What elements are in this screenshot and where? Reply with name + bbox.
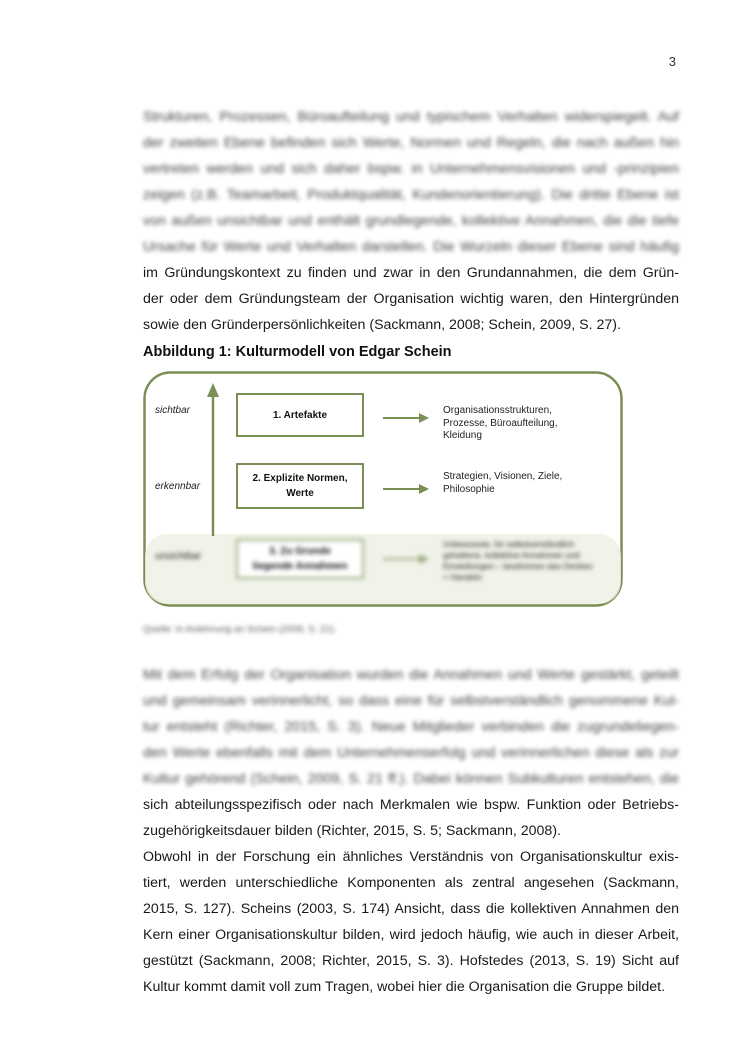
text-line: tiert, werden unterschiedliche Komponenten als zentral angesehen (Sackmann, xyxy=(143,875,679,891)
text-line: 2015, S. 127). Scheins (2003, S. 174) Ansicht, dass die kollektiven Annahmen den xyxy=(143,901,679,917)
desc-artifacts: Organisationsstrukturen, Prozesse, Büroaufteilung, Kleidung xyxy=(443,405,558,441)
paragraph-3 xyxy=(143,844,679,1000)
text-line: Strukturen, Prozessen, Büroaufteilung und typischem Verhalten widerspiegelt. Auf xyxy=(143,109,679,125)
visibility-axis-arrowhead xyxy=(207,383,219,397)
text-line: der zweiten Ebene befinden sich Werte, Normen und Regeln, die nach außen hin xyxy=(143,135,679,151)
level-label-recognizable: erkennbar xyxy=(155,481,201,492)
box-basic-assumptions: 3. Zu Grunde liegende Annahmen xyxy=(236,539,364,579)
text-line: tur entsteht (Richter, 2015, S. 3). Neue Mitglieder verbinden die zugrundeliegen- xyxy=(143,719,679,735)
text-line: zugehörigkeitsdauer bilden (Richter, 2015, S. 5; Sackmann, 2008). xyxy=(143,823,561,839)
arrow-1-head xyxy=(419,413,429,423)
text-line: den Werte ebenfalls mit dem Unternehmenserfolg und verinnerlichen diese als zur xyxy=(143,745,679,761)
page-number: 3 xyxy=(668,54,676,69)
text-line: zeigen (z.B. Teamarbeit, Produktqualität, Kundenorientierung). Die dritte Ebene ist xyxy=(143,187,679,203)
text-line: Obwohl in der Forschung ein ähnliches Verständnis von Organisationskultur exis- xyxy=(143,849,679,865)
level-label-invisible: unsichtbar xyxy=(155,551,202,562)
text-line: der oder dem Gründungsteam der Organisation wichtig waren, den Hintergründen xyxy=(143,291,679,307)
figure-source: Quelle: In Anlehnung an Schein (2009, S. 21). xyxy=(143,624,337,635)
box-explicit-norms: 2. Explizite Normen, Werte xyxy=(236,463,364,509)
text-line: Kultur gehörend (Schein, 2009, S. 21 ff.). Dabei können Subkulturen entstehen, die xyxy=(143,771,679,787)
figure-title: Abbildung 1: Kulturmodell von Edgar Schein xyxy=(143,344,452,360)
text-line: gestützt (Sackmann, 2008; Richter, 2015, S. 3). Hofstedes (2013, S. 19) Sicht auf xyxy=(143,953,679,969)
text-line: Kultur kommt damit voll zum Tragen, wobei hier die Organisation die Gruppe bildet. xyxy=(143,979,666,995)
desc-basic-assumptions: Unbewusste, für selbstverständlich gehaltene, kollektive Annahmen und Einstellungen – bestimmen das Denken + Handeln xyxy=(443,539,593,582)
text-line: und gemeinsam verinnerlicht, so dass eine für selbstverständlich genommene Kul- xyxy=(143,693,679,709)
text-line: von außen unsichtbar und enthält grundlegende, kollektive Annahmen, die die tiefe xyxy=(143,213,679,229)
text-line: vertreten werden und sich daher bspw. in Unternehmensvisionen und -prinzipien xyxy=(143,161,679,177)
text-line: Ursache für Werte und Verhalten darstellen. Die Wurzeln dieser Ebene sind häufig xyxy=(143,239,679,255)
level-label-visible: sichtbar xyxy=(155,405,191,416)
box-artifacts: 1. Artefakte xyxy=(236,393,364,437)
arrow-2-head xyxy=(419,484,429,494)
paragraph-2 xyxy=(143,662,679,844)
desc-explicit-norms: Strategien, Visionen, Ziele, Philosophie xyxy=(443,471,563,495)
text-line: im Gründungskontext zu finden und zwar in den Grundannahmen, die dem Grün- xyxy=(143,265,679,281)
paragraph-1 xyxy=(143,104,679,338)
text-line: sowie den Gründerpersönlichkeiten (Sackmann, 2008; Schein, 2009, S. 27). xyxy=(143,317,621,333)
culture-model-figure xyxy=(143,371,623,607)
text-line: Mit dem Erfolg der Organisation wurden die Annahmen und Werte gestärkt, geteilt xyxy=(143,667,679,683)
text-line: Kern einer Organisationskultur bilden, wird jedoch häufig, wie auch in dieser Arbeit, xyxy=(143,927,679,943)
text-line: sich abteilungsspezifisch oder nach Merkmalen wie bspw. Funktion oder Betriebs- xyxy=(143,797,679,813)
